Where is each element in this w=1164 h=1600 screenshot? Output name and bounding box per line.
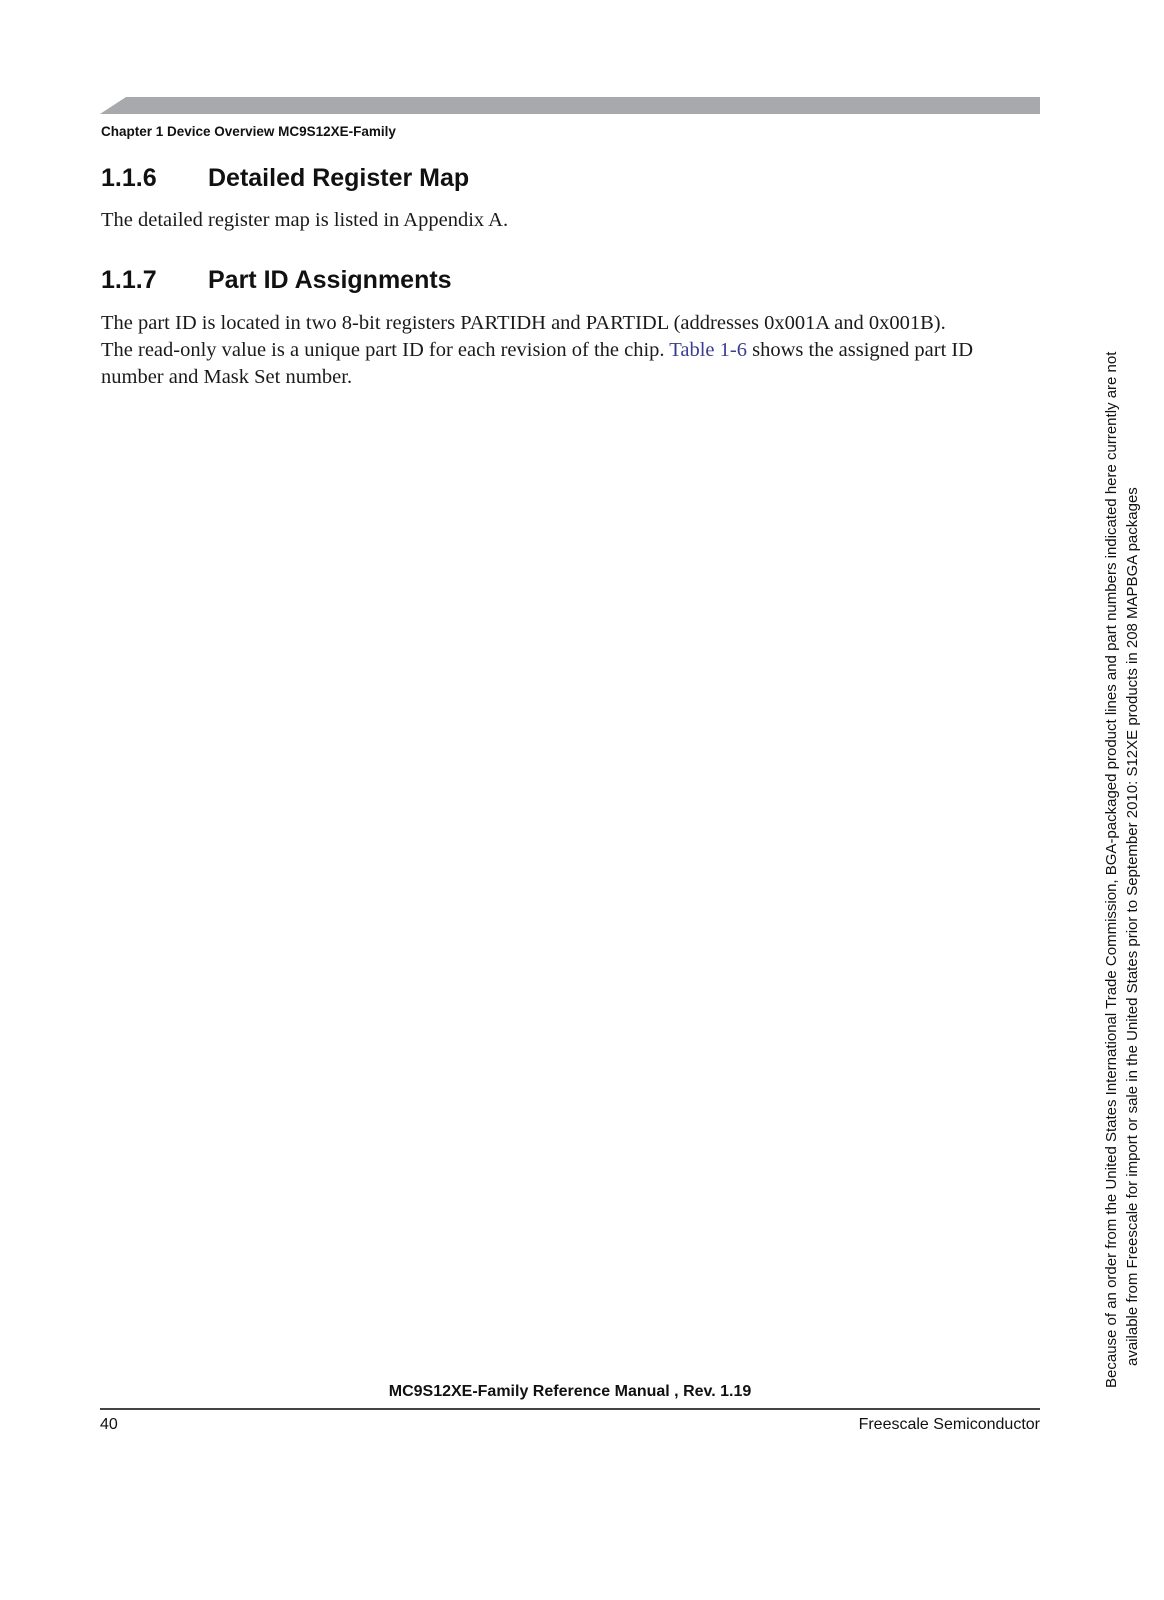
itc-side-notice: [1101, 228, 1143, 1388]
section-title: Detailed Register Map: [208, 164, 470, 192]
section-heading-register-map: [101, 164, 469, 193]
footer-manual-title: MC9S12XE-Family Reference Manual , Rev. 1.19: [388, 1383, 752, 1400]
register-map-paragraph: [101, 207, 1046, 234]
chapter-header: Chapter 1 Device Overview MC9S12XE-Family: [101, 124, 396, 139]
side-notice-line: available from Freescale for import or sale in the United States prior to September 2010: S12XE products in 208 MAPBGA packages: [1124, 487, 1141, 1366]
page-number: 40: [100, 1416, 118, 1433]
section-number: 1.1.6: [101, 164, 157, 192]
header-bar-shape: [100, 97, 1040, 114]
paragraph-line: number and Mask Set number.: [101, 366, 353, 388]
header-bar: [100, 97, 1040, 114]
side-notice-line: Because of an order from the United States International Trade Commission, BGA-packaged product lines and part numbers indicated here currently are not: [1103, 351, 1120, 1388]
section-heading-part-id: [101, 266, 452, 295]
paragraph-line: The part ID is located in two 8-bit registers PARTIDH and PARTIDL (addresses 0x001A and 0x001B).: [101, 312, 946, 334]
section-title: Part ID Assignments: [208, 266, 452, 294]
table-1-6-link[interactable]: Table 1-6: [669, 339, 747, 361]
paragraph-text: The read-only value is a unique part ID for each revision of the chip.: [101, 339, 670, 361]
paragraph-line: The detailed register map is listed in Appendix A.: [101, 209, 509, 231]
paragraph-line: [101, 337, 1046, 364]
section-number: 1.1.7: [101, 266, 157, 294]
publisher-name: Freescale Semiconductor: [858, 1416, 1040, 1433]
paragraph-text: shows the assigned part ID: [746, 339, 974, 361]
footer-divider: [100, 1408, 1040, 1410]
part-id-paragraph: [101, 310, 1046, 391]
